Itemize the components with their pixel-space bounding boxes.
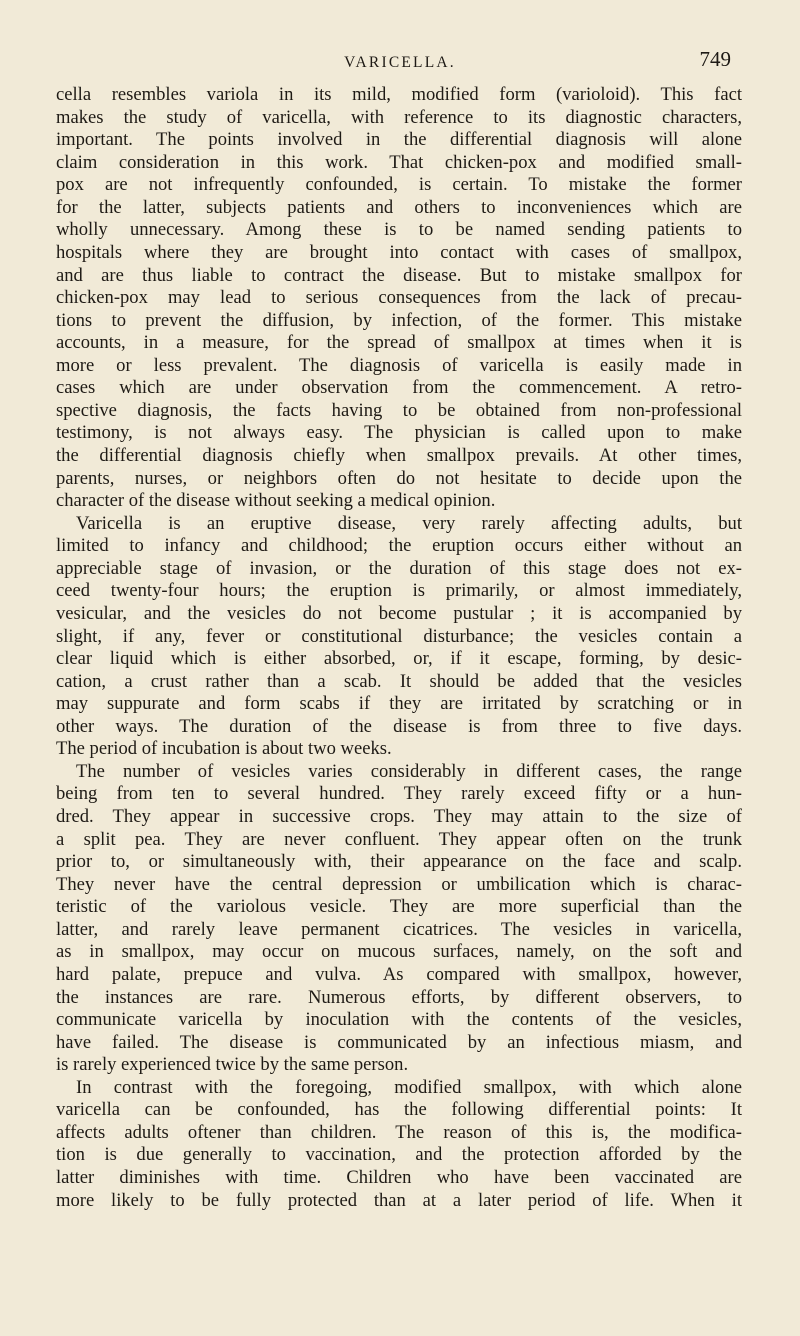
- text-line: clear liquid which is either absorbed, or, if it escape, forming, by desic-: [56, 648, 742, 670]
- text-line: limited to infancy and childhood; the eruption occurs either without an: [56, 535, 742, 557]
- text-line: The number of vesicles varies considerably in different cases, the range: [76, 760, 742, 782]
- text-line: communicate varicella by inoculation with the contents of the vesicles,: [56, 1009, 742, 1031]
- text-line: dred. They appear in successive crops. They may attain to the size of: [56, 806, 742, 827]
- text-line: accounts, in a measure, for the spread of smallpox at times when it is: [56, 332, 742, 354]
- text-line: latter diminishes with time. Children who have been vaccinated are: [56, 1167, 742, 1188]
- text-line: The period of incubation is about two weeks.: [56, 738, 392, 760]
- text-line: affects adults oftener than children. The reason of this is, the modifica-: [56, 1121, 742, 1143]
- text-line: the instances are rare. Numerous efforts, by different observers, to: [56, 986, 742, 1008]
- text-line: cases which are under observation from the commencement. A retro-: [56, 377, 742, 399]
- text-line: hard palate, prepuce and vulva. As compared with smallpox, however,: [56, 963, 742, 985]
- text-line: claim consideration in this work. That chicken-pox and modified small-: [56, 151, 742, 173]
- text-line: the differential diagnosis chiefly when smallpox prevails. At other times,: [56, 445, 742, 466]
- text-line: In contrast with the foregoing, modified smallpox, with which alone: [76, 1076, 742, 1098]
- text-line: They never have the central depression or umbilication which is charac-: [56, 873, 742, 895]
- text-line: teristic of the variolous vesicle. They are more superficial than the: [56, 896, 742, 918]
- text-line: prior to, or simultaneously with, their appearance on the face and scalp.: [56, 851, 742, 873]
- text-line: varicella can be confounded, has the following differential points: It: [56, 1099, 742, 1121]
- text-line: a split pea. They are never confluent. They appear often on the trunk: [56, 828, 742, 850]
- body-text: [56, 84, 742, 1212]
- page-number: 749: [699, 47, 731, 71]
- text-line: spective diagnosis, the facts having to be obtained from non-professional: [56, 399, 742, 421]
- running-head: VARICELLA.: [344, 54, 456, 71]
- text-line: pox are not infrequently confounded, is certain. To mistake the former: [56, 174, 742, 196]
- text-line: and are thus liable to contract the disease. But to mistake smallpox for: [56, 264, 742, 286]
- text-line: important. The points involved in the differential diagnosis will alone: [56, 129, 742, 151]
- text-line: ceed twenty-four hours; the eruption is primarily, or almost immediately,: [56, 580, 742, 602]
- text-line: vesicular, and the vesicles do not become pustular ; it is accompanied by: [56, 602, 742, 624]
- text-line: appreciable stage of invasion, or the duration of this stage does not ex-: [56, 557, 742, 579]
- text-line: being from ten to several hundred. They rarely exceed fifty or a hun-: [56, 783, 742, 805]
- text-line: cation, a crust rather than a scab. It should be added that the vesicles: [56, 670, 742, 692]
- text-line: have failed. The disease is communicated by an infectious miasm, and: [56, 1031, 742, 1053]
- text-line: more or less prevalent. The diagnosis of varicella is easily made in: [56, 354, 742, 376]
- text-line: wholly unnecessary. Among these is to be named sending patients to: [56, 219, 742, 241]
- text-line: as in smallpox, may occur on mucous surfaces, namely, on the soft and: [56, 941, 742, 963]
- text-line: tions to prevent the diffusion, by infection, of the former. This mistake: [56, 309, 742, 331]
- text-line: makes the study of varicella, with reference to its diagnostic characters,: [56, 106, 742, 128]
- text-line: chicken-pox may lead to serious consequences from the lack of precau-: [56, 287, 742, 309]
- text-line: may suppurate and form scabs if they are irritated by scratching or in: [56, 693, 742, 715]
- text-line: latter, and rarely leave permanent cicatrices. The vesicles in varicella,: [56, 918, 742, 940]
- text-line: Varicella is an eruptive disease, very rarely affecting adults, but: [76, 512, 742, 534]
- text-line: other ways. The duration of the disease is from three to five days.: [56, 715, 742, 737]
- text-line: is rarely experienced twice by the same person.: [56, 1054, 409, 1076]
- text-line: slight, if any, fever or constitutional disturbance; the vesicles contain a: [56, 625, 742, 647]
- text-line: for the latter, subjects patients and others to inconveniences which are: [56, 196, 742, 218]
- text-line: parents, nurses, or neighbors often do not hesitate to decide upon the: [56, 467, 742, 489]
- text-line: hospitals where they are brought into contact with cases of smallpox,: [56, 241, 742, 263]
- text-line: character of the disease without seeking a medical opinion.: [56, 490, 496, 512]
- text-line: more likely to be fully protected than at a later period of life. When it: [56, 1189, 742, 1211]
- text-line: testimony, is not always easy. The physician is called upon to make: [56, 422, 742, 444]
- text-line: cella resembles variola in its mild, modified form (varioloid). This fact: [56, 84, 742, 105]
- text-line: tion is due generally to vaccination, and the protection afforded by the: [56, 1144, 742, 1166]
